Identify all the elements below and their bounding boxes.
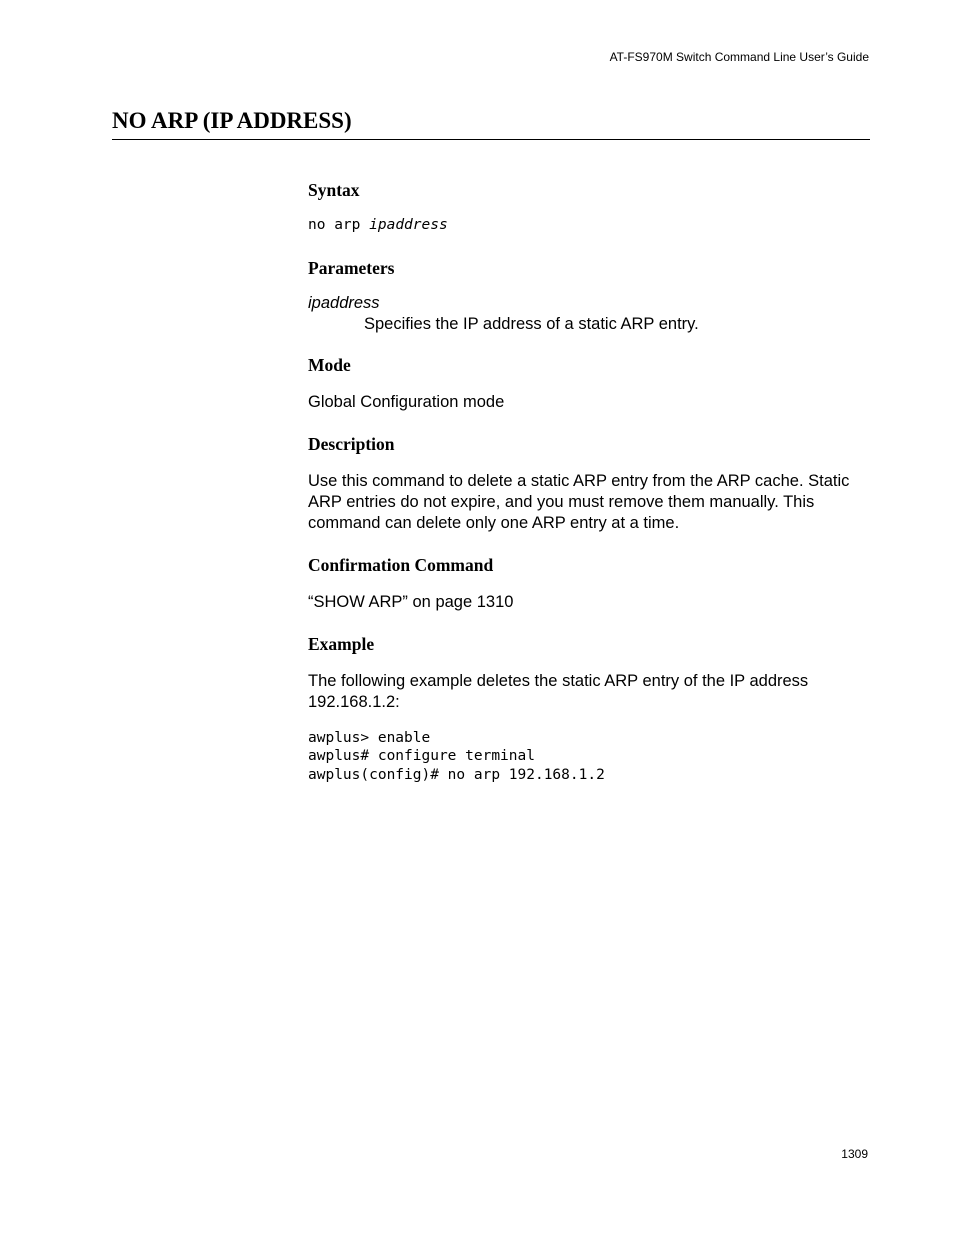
example-line: The following example deletes the static ARP entry of the IP address	[308, 671, 809, 690]
parameter-name: ipaddress	[308, 293, 380, 312]
mode-text: Global Configuration mode	[308, 392, 505, 411]
description-paragraph	[308, 471, 873, 534]
parameters-heading: Parameters	[308, 257, 395, 278]
code-line: awplus> enable	[308, 729, 431, 746]
syntax-line	[308, 216, 873, 235]
example-code-block	[308, 729, 873, 785]
confirmation-heading: Confirmation Command	[308, 554, 494, 575]
example-paragraph	[308, 671, 873, 713]
description-line: command can delete only one ARP entry at a time.	[308, 513, 680, 532]
running-header: AT-FS970M Switch Command Line User’s Guide	[609, 50, 869, 64]
example-heading: Example	[308, 633, 375, 654]
parameter-description: Specifies the IP address of a static ARP entry.	[364, 314, 699, 333]
syntax-heading: Syntax	[308, 180, 360, 200]
example-line: 192.168.1.2:	[308, 692, 400, 711]
content-body	[308, 179, 873, 784]
description-line: Use this command to delete a static ARP entry from the ARP cache. Static	[308, 471, 850, 490]
code-line: awplus# configure terminal	[308, 748, 535, 764]
description-heading: Description	[308, 433, 395, 454]
syntax-argument: ipaddress	[369, 217, 448, 233]
page-title: NO ARP (IP ADDRESS)	[112, 108, 352, 133]
mode-heading: Mode	[308, 354, 351, 375]
code-line: awplus(config)# no arp 192.168.1.2	[308, 766, 605, 783]
page-number: 1309	[841, 1147, 868, 1161]
syntax-command: no arp	[308, 217, 361, 233]
description-line: ARP entries do not expire, and you must remove them manually. This	[308, 492, 815, 511]
confirmation-link[interactable]: “SHOW ARP” on page 1310	[308, 592, 514, 611]
title-rule	[112, 139, 870, 140]
parameter-list	[308, 293, 873, 335]
